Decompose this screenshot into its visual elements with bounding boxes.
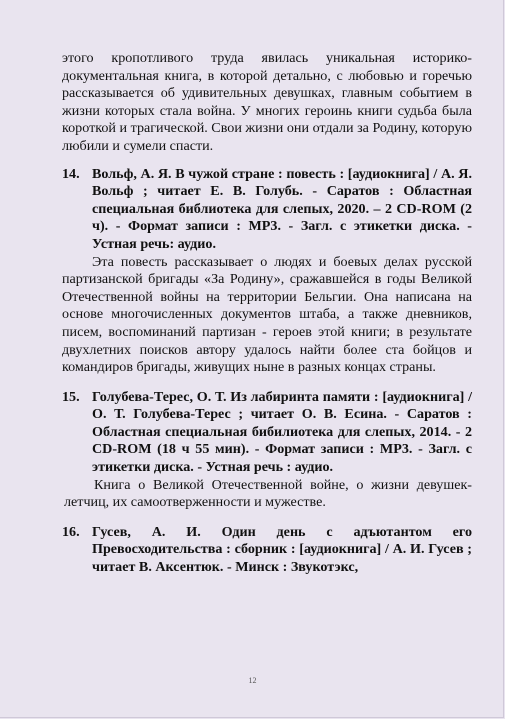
page-number: 12 xyxy=(248,676,257,685)
entry-number: 16. xyxy=(62,523,80,540)
entry-annotation: Эта повесть рассказывает о людях и боевых делах русской партизанской бригады «За Родину», сражавшейся в годы Великой Отечественной войны на территории Бельгии. Она написана на основе многочисленных документов штаба, а также дневников, писем, воспоминаний партизан - героев этой книги; в результате двухлетних поисков автору удалось найти более ста бойцов и командиров бригады, живущих ныне в разных концах страны. xyxy=(62,253,472,376)
entry-number: 14. xyxy=(62,165,80,182)
page-content xyxy=(62,50,472,577)
entry-citation: Голубева-Терес, О. Т. Из лабиринта памяти : [аудиокнига] / О. Т. Голубева-Терес ; читает О. В. Есина. - Саратов : Областная специальная бибилиотека для слепых, 2014. - 2 CD-ROM (18 ч 55 мин). - Формат записи : МР3. - Загл. с этикетки диска. - Устная речь : аудио. xyxy=(92,388,472,476)
entry-citation: Вольф, А. Я. В чужой стране : повесть : [аудиокнига] / А. Я. Вольф ; читает Е. В. Голубь. - Саратов : Областная специальная библиотека для слепых, 2020. – 2 CD-ROM (2 ч). - Формат записи : МР3. - Загл. с этикетки диска. - Устная речь: аудио. xyxy=(92,165,472,252)
entry-body xyxy=(92,166,472,254)
bibliography-entry-14 xyxy=(62,166,472,254)
bibliography-entry-15 xyxy=(62,389,472,477)
entry-body xyxy=(92,389,472,477)
entry-number: 15. xyxy=(62,388,80,405)
intro-paragraph: этого кропотливого труда явилась уникальная историко-документальная книга, в которой детально, с любовью и горечью рассказывается об удивительных девушках, главным событием в жизни которых стала война. У многих героинь книги судьба была короткой и трагической. Свои жизни они отдали за Родину, которую любили и сумели спасти. xyxy=(62,50,472,154)
entry-body xyxy=(92,524,472,577)
entry-citation: Гусев, А. И. Один день с адъютантом его Превосходительства : сборник : [аудиокнига] / А. И. Гусев ; читает В. Аксентюк. - Минск : Звукотэкс, xyxy=(92,523,472,576)
bibliography-entry-16 xyxy=(62,524,472,577)
entry-annotation: Книга о Великой Отечественной войне, о жизни девушек-летчиц, их самоотверженности и мужестве. xyxy=(64,476,472,511)
